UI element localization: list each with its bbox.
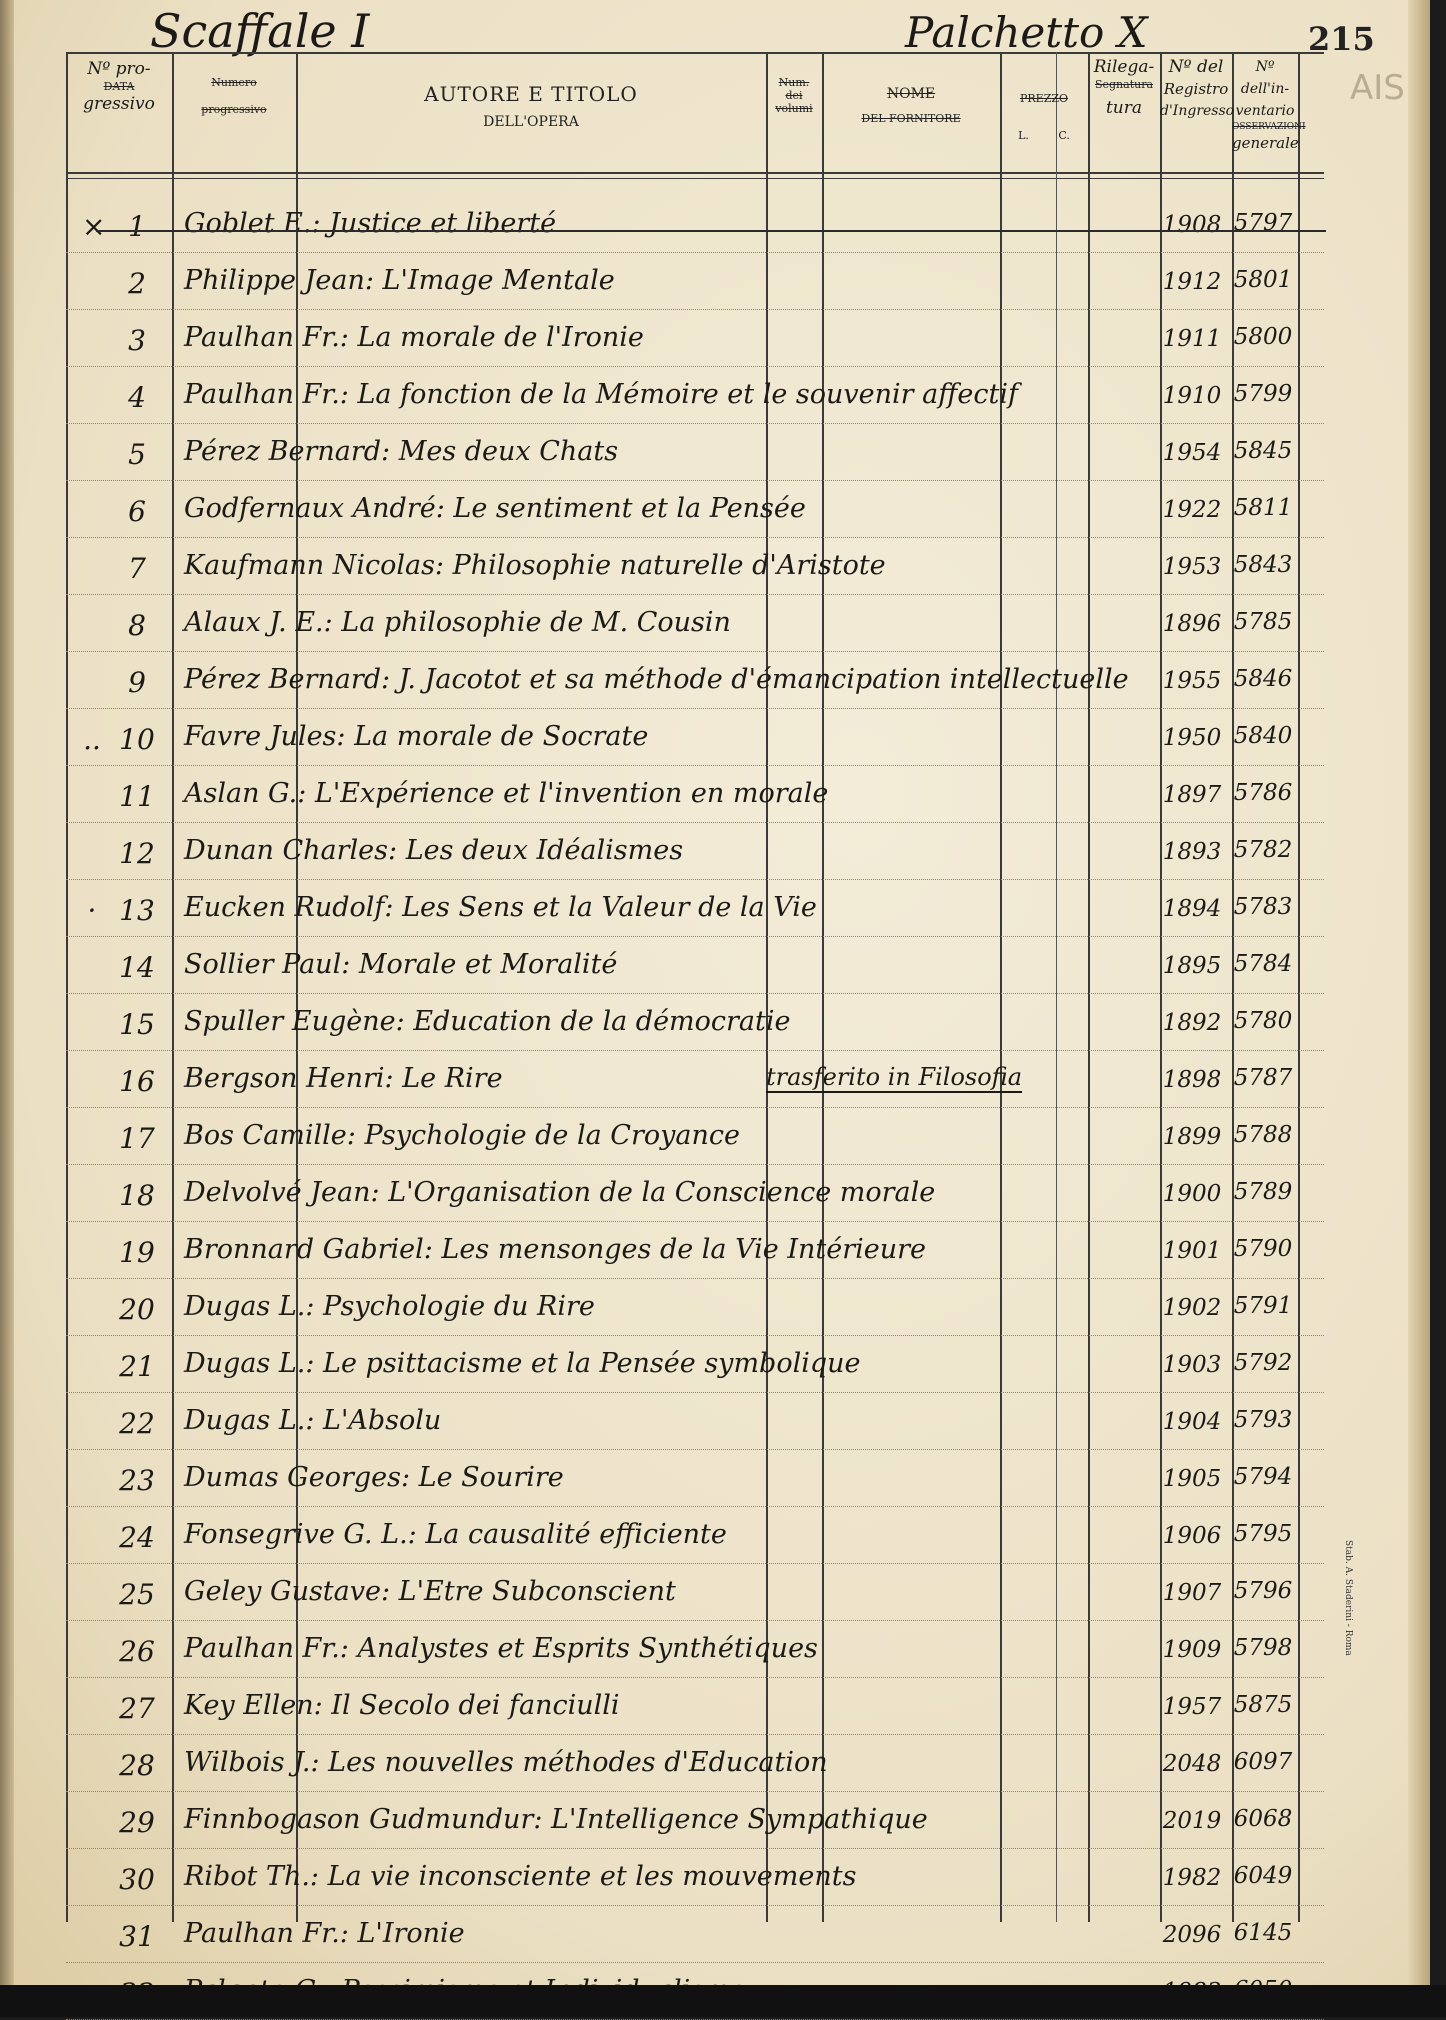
- row-number-value: 31: [119, 1920, 155, 1953]
- ledger-row: [66, 253, 1324, 310]
- inventory-number: 5787: [1233, 1065, 1293, 1091]
- inventory-number: 5786: [1233, 780, 1293, 806]
- inventory-number: 5782: [1233, 837, 1293, 863]
- row-number: [66, 267, 172, 300]
- transfer-note: trasferito in Filosofia: [766, 1063, 1022, 1091]
- cancel-strike-line: [96, 230, 1326, 232]
- row-number-value: 24: [119, 1521, 155, 1554]
- inventory-number: 5846: [1233, 666, 1293, 692]
- header-hand-text: gressivo: [83, 94, 155, 114]
- registry-number: 1911: [1162, 326, 1222, 352]
- row-number: [66, 780, 172, 813]
- row-number: [66, 1008, 172, 1041]
- ledger-row: [66, 709, 1324, 766]
- registry-number: 1905: [1162, 1466, 1222, 1492]
- author-title: Delvolvé Jean: L'Organisation de la Conscience morale: [184, 1177, 936, 1208]
- author-title: Paulhan Fr.: La morale de l'Ironie: [184, 322, 644, 353]
- row-number-value: 18: [119, 1179, 155, 1212]
- row-number: [66, 951, 172, 984]
- row-number-value: 4: [128, 381, 146, 414]
- author-title: Dumas Georges: Le Sourire: [184, 1462, 564, 1493]
- author-title: Bronnard Gabriel: Les mensonges de la Vie Intérieure: [184, 1234, 927, 1265]
- header-hand-text: Rilega-: [1093, 57, 1155, 77]
- row-number: [66, 1293, 172, 1326]
- row-number-value: 20: [119, 1293, 155, 1326]
- inventory-number: 5790: [1233, 1236, 1293, 1262]
- author-title: Dugas L.: Le psittacisme et la Pensée symbolique: [184, 1348, 861, 1379]
- row-number-value: 2: [128, 267, 146, 300]
- header-hand-text: Registro: [1163, 80, 1229, 98]
- ledger-row: [66, 937, 1324, 994]
- author-title: Eucken Rudolf: Les Sens et la Valeur de la Vie: [184, 892, 817, 923]
- page-binding: [0, 0, 14, 1985]
- row-number: [66, 1863, 172, 1896]
- row-mark: ·: [87, 894, 97, 927]
- ledger-table: [66, 52, 1324, 1953]
- row-number-value: 8: [128, 609, 146, 642]
- inventory-number: 5794: [1233, 1464, 1293, 1490]
- registry-number: 1900: [1162, 1181, 1222, 1207]
- shelf-title: Scaffale I: [150, 4, 370, 58]
- header-divider-inner: [66, 178, 1324, 179]
- header-print-text: OSSERVAZIONI: [1232, 122, 1306, 132]
- row-number-value: 15: [119, 1008, 155, 1041]
- row-number-value: 19: [119, 1236, 155, 1269]
- author-title: Geley Gustave: L'Etre Subconscient: [184, 1576, 676, 1607]
- ledger-row: [66, 481, 1324, 538]
- row-number: [66, 1065, 172, 1098]
- faint-stamp: AIS: [1350, 68, 1405, 108]
- author-title: Fonsegrive G. L.: La causalité efficiente: [184, 1519, 727, 1550]
- ledger-row: [66, 1792, 1324, 1849]
- registry-number: 1899: [1162, 1124, 1222, 1150]
- row-number-value: 13: [119, 894, 155, 927]
- author-title: Bergson Henri: Le Rire: [184, 1063, 503, 1094]
- header-hand-text: d'Ingresso: [1160, 103, 1235, 119]
- row-number-value: 25: [119, 1578, 155, 1611]
- registry-number: 1901: [1162, 1238, 1222, 1264]
- row-number-value: 14: [119, 951, 155, 984]
- printer-imprint: Stab. A. Staderini - Roma: [1343, 1540, 1353, 1656]
- ledger-row: [66, 823, 1324, 880]
- row-number: [66, 1407, 172, 1440]
- ledger-row: [66, 1621, 1324, 1678]
- row-number-value: 28: [119, 1749, 155, 1782]
- row-number-value: 10: [119, 723, 155, 756]
- author-title: Kaufmann Nicolas: Philosophie naturelle d'Aristote: [184, 550, 886, 581]
- row-number-value: 1: [128, 210, 146, 243]
- header-divider: [66, 172, 1324, 174]
- row-number-value: 26: [119, 1635, 155, 1668]
- row-number: [66, 1920, 172, 1953]
- ledger-row: [66, 310, 1324, 367]
- header-print-text: DATA: [103, 80, 135, 93]
- registry-number: 1909: [1162, 1637, 1222, 1663]
- row-number-value: 17: [119, 1122, 155, 1155]
- inventory-number: 5843: [1233, 552, 1293, 578]
- ledger-row: [66, 1222, 1324, 1279]
- ledger-row: [66, 652, 1324, 709]
- ledger-row: [66, 367, 1324, 424]
- header-hand-text: Nº pro-: [87, 59, 151, 79]
- row-number: [66, 495, 172, 528]
- header-print-text: L.: [1018, 129, 1029, 142]
- header-print-text: NOME: [886, 86, 936, 102]
- row-mark: ×: [82, 210, 106, 243]
- header-print-text: Num.: [778, 76, 810, 89]
- header-print-text: dei: [785, 89, 803, 102]
- registry-number: 1895: [1162, 953, 1222, 979]
- author-title: Pérez Bernard: J. Jacotot et sa méthode d'émancipation intellectuelle: [184, 664, 1129, 695]
- inventory-number: 5799: [1233, 381, 1293, 407]
- author-title: Alaux J. E.: La philosophie de M. Cousin: [184, 607, 731, 638]
- author-title: Goblet E.: Justice et liberté: [184, 208, 557, 239]
- inventory-number: 5801: [1233, 267, 1293, 293]
- author-title: Spuller Eugène: Education de la démocratie: [184, 1006, 791, 1037]
- row-number: [66, 666, 172, 699]
- header-print-text: C.: [1058, 129, 1070, 142]
- ledger-row: [66, 1507, 1324, 1564]
- row-number: [66, 894, 172, 927]
- ledger-row: [66, 1450, 1324, 1507]
- row-number: [66, 1464, 172, 1497]
- author-title: Key Ellen: Il Secolo dei fanciulli: [184, 1690, 620, 1721]
- row-number: [66, 1635, 172, 1668]
- header-print-text: Numero: [211, 76, 257, 89]
- inventory-number: 6068: [1233, 1806, 1293, 1832]
- registry-number: 1898: [1162, 1067, 1222, 1093]
- row-mark: ..: [83, 723, 101, 756]
- row-number-value: 16: [119, 1065, 155, 1098]
- inventory-number: 5845: [1233, 438, 1293, 464]
- inventory-number: 6049: [1233, 1863, 1293, 1889]
- author-title: Aslan G.: L'Expérience et l'invention en morale: [184, 778, 829, 809]
- row-number-value: 5: [128, 438, 146, 471]
- ledger-row: [66, 1108, 1324, 1165]
- inventory-number: 5784: [1233, 951, 1293, 977]
- header-progressive: [66, 58, 172, 115]
- row-number: [66, 438, 172, 471]
- header-print-text: progressivo: [201, 103, 267, 116]
- scan-border: [0, 1985, 1446, 2017]
- header-price: [1000, 92, 1088, 142]
- row-number: [66, 1692, 172, 1725]
- ledger-row: [66, 1735, 1324, 1792]
- header-binding: [1088, 56, 1160, 119]
- row-number-value: 29: [119, 1806, 155, 1839]
- inventory-number: 5840: [1233, 723, 1293, 749]
- inventory-number: 5797: [1233, 210, 1293, 236]
- ledger-row: [66, 1165, 1324, 1222]
- registry-number: 1902: [1162, 1295, 1222, 1321]
- registry-number: 1892: [1162, 1010, 1222, 1036]
- table-top-border: [66, 52, 1324, 54]
- registry-number: 1957: [1162, 1694, 1222, 1720]
- header-print-text: AUTORE E TITOLO: [424, 82, 638, 106]
- row-number-value: 7: [128, 552, 146, 585]
- ledger-row: [66, 1336, 1324, 1393]
- inventory-number: 5811: [1233, 495, 1293, 521]
- row-number: [66, 1806, 172, 1839]
- row-number: [66, 324, 172, 357]
- header-inventory: [1232, 56, 1306, 154]
- author-title: Godfernaux André: Le sentiment et la Pensée: [184, 493, 806, 524]
- ledger-row: [66, 595, 1324, 652]
- ledger-row: [66, 538, 1324, 595]
- row-number: [66, 1179, 172, 1212]
- registry-number: 1908: [1162, 212, 1222, 238]
- author-title: Ribot Th.: La vie inconsciente et les mouvements: [184, 1861, 857, 1892]
- inventory-number: 5875: [1233, 1692, 1293, 1718]
- header-print-text: Segnatura: [1094, 78, 1154, 91]
- inventory-number: 5788: [1233, 1122, 1293, 1148]
- ledger-rows: [66, 196, 1324, 2020]
- row-number: [66, 1350, 172, 1383]
- registry-number: 1903: [1162, 1352, 1222, 1378]
- row-number: [66, 1578, 172, 1611]
- row-number-value: 21: [119, 1350, 155, 1383]
- ledger-row: [66, 1849, 1324, 1906]
- header-hand-text: ventario: [1235, 103, 1295, 119]
- row-number-value: 6: [128, 495, 146, 528]
- row-number: [66, 210, 172, 243]
- author-title: Sollier Paul: Morale et Moralité: [184, 949, 618, 980]
- registry-number: 1950: [1162, 725, 1222, 751]
- ledger-row: [66, 1564, 1324, 1621]
- inventory-number: 5795: [1233, 1521, 1293, 1547]
- row-number-value: 30: [119, 1863, 155, 1896]
- registry-number: 2048: [1162, 1751, 1222, 1777]
- inventory-number: 6145: [1233, 1920, 1293, 1946]
- registry-number: 1922: [1162, 497, 1222, 523]
- inventory-number: 5796: [1233, 1578, 1293, 1604]
- inventory-number: 5800: [1233, 324, 1293, 350]
- registry-number: 1893: [1162, 839, 1222, 865]
- author-title: Dugas L.: Psychologie du Rire: [184, 1291, 595, 1322]
- row-number: [66, 381, 172, 414]
- ledger-row: [66, 994, 1324, 1051]
- author-title: Bos Camille: Psychologie de la Croyance: [184, 1120, 740, 1151]
- row-number-value: 9: [128, 666, 146, 699]
- registry-number: 1982: [1162, 1865, 1222, 1891]
- row-number: [66, 1122, 172, 1155]
- ledger-row: [66, 880, 1324, 937]
- registry-number: 1894: [1162, 896, 1222, 922]
- header-print-text: volumi: [775, 102, 813, 115]
- header-print-text: DEL FORNITORE: [861, 112, 961, 125]
- registry-number: 1897: [1162, 782, 1222, 808]
- author-title: Finnbogason Gudmundur: L'Intelligence Sympathique: [184, 1804, 928, 1835]
- ledger-row: [66, 1279, 1324, 1336]
- author-title: Philippe Jean: L'Image Mentale: [184, 265, 615, 296]
- ledger-row: [66, 1051, 1324, 1108]
- ledger-row: [66, 1906, 1324, 1963]
- registry-number: 1912: [1162, 269, 1222, 295]
- header-hand-text: tura: [1105, 98, 1143, 118]
- row-number: [66, 837, 172, 870]
- ledger-row: [66, 1678, 1324, 1735]
- row-number: [66, 723, 172, 756]
- row-number-value: 12: [119, 837, 155, 870]
- row-number: [66, 552, 172, 585]
- inventory-number: 5789: [1233, 1179, 1293, 1205]
- registry-number: 1904: [1162, 1409, 1222, 1435]
- row-number-value: 11: [119, 780, 155, 813]
- inventory-number: 5791: [1233, 1293, 1293, 1319]
- ledger-row: [66, 766, 1324, 823]
- row-number-value: 23: [119, 1464, 155, 1497]
- row-number-value: 22: [119, 1407, 155, 1440]
- row-number: [66, 1521, 172, 1554]
- ledger-row: [66, 1393, 1324, 1450]
- header-author-title: [296, 82, 766, 130]
- registry-number: 2019: [1162, 1808, 1222, 1834]
- header-hand-text: generale: [1232, 134, 1299, 152]
- ledger-row: [66, 196, 1324, 253]
- header-supplier: [822, 86, 1000, 125]
- registry-number: 1896: [1162, 611, 1222, 637]
- sub-shelf-title: Palchetto X: [905, 8, 1148, 57]
- inventory-number: 6097: [1233, 1749, 1293, 1775]
- registry-number: 1955: [1162, 668, 1222, 694]
- author-title: Paulhan Fr.: La fonction de la Mémoire et le souvenir affectif: [184, 379, 1018, 410]
- author-title: Wilbois J.: Les nouvelles méthodes d'Education: [184, 1747, 828, 1778]
- header-hand-text: Nº del: [1168, 57, 1224, 77]
- header-volumes: [766, 76, 822, 115]
- page-number: 215: [1308, 20, 1375, 58]
- registry-number: 2096: [1162, 1922, 1222, 1948]
- author-title: Pérez Bernard: Mes deux Chats: [184, 436, 619, 467]
- row-number: [66, 1749, 172, 1782]
- author-title: Paulhan Fr.: L'Ironie: [184, 1918, 465, 1949]
- inventory-number: 5785: [1233, 609, 1293, 635]
- header-number: [172, 76, 296, 116]
- registry-number: 1954: [1162, 440, 1222, 466]
- row-number-value: 27: [119, 1692, 155, 1725]
- row-number: [66, 1236, 172, 1269]
- ledger-row: [66, 424, 1324, 481]
- registry-number: 1906: [1162, 1523, 1222, 1549]
- header-print-text: DELL'OPERA: [483, 114, 579, 130]
- inventory-number: 5792: [1233, 1350, 1293, 1376]
- header-registry: [1160, 56, 1235, 122]
- author-title: Favre Jules: La morale de Socrate: [184, 721, 649, 752]
- inventory-number: 5798: [1233, 1635, 1293, 1661]
- page-edge: [1408, 0, 1430, 1985]
- inventory-number: 5783: [1233, 894, 1293, 920]
- header-hand-text: Nº dell'in-: [1240, 59, 1290, 97]
- author-title: Dugas L.: L'Absolu: [184, 1405, 442, 1436]
- registry-number: 1910: [1162, 383, 1222, 409]
- row-number: [66, 609, 172, 642]
- registry-number: 1953: [1162, 554, 1222, 580]
- author-title: Dunan Charles: Les deux Idéalismes: [184, 835, 684, 866]
- inventory-number: 5780: [1233, 1008, 1293, 1034]
- registry-number: 1907: [1162, 1580, 1222, 1606]
- author-title: Paulhan Fr.: Analystes et Esprits Synthétiques: [184, 1633, 818, 1664]
- row-number-value: 3: [128, 324, 146, 357]
- inventory-number: 5793: [1233, 1407, 1293, 1433]
- header-print-text: PREZZO: [1019, 92, 1069, 105]
